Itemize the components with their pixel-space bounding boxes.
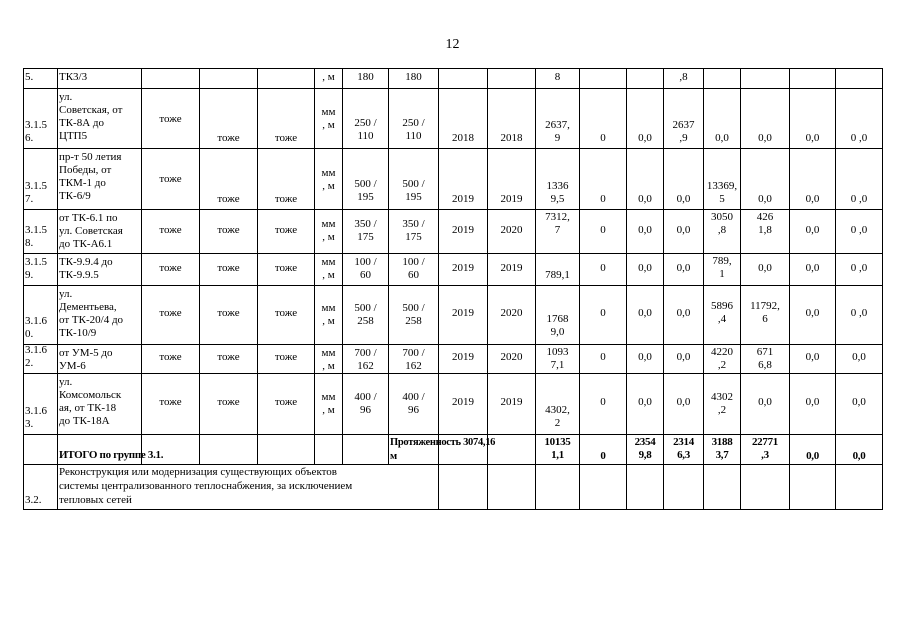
row-number: 0. bbox=[25, 328, 34, 340]
value-2021: 5 bbox=[719, 193, 725, 205]
diameter-before: 258 bbox=[357, 314, 374, 327]
value-2018: 0 bbox=[600, 193, 606, 205]
value-2024: 0 ,0 bbox=[850, 193, 868, 205]
total-cost: 9 bbox=[554, 132, 561, 144]
value-2022: 0,0 bbox=[758, 261, 772, 274]
diameter-before: 60 bbox=[360, 269, 371, 281]
end-year: 2019 bbox=[500, 193, 523, 205]
value-2022: 11792, bbox=[750, 300, 780, 312]
table-border bbox=[579, 464, 580, 510]
same-as-above: тоже bbox=[217, 261, 240, 274]
total-2021: 3,7 bbox=[715, 449, 729, 461]
diameter-after: 350 / bbox=[402, 218, 425, 230]
row-number: 3.1.6 bbox=[25, 405, 47, 417]
row-number: 3.1.5 bbox=[25, 180, 47, 192]
table-border bbox=[199, 68, 200, 465]
start-year: 2019 bbox=[452, 261, 474, 274]
value-2021: 789, bbox=[712, 255, 732, 267]
table-border bbox=[23, 88, 883, 89]
table-border bbox=[23, 464, 883, 465]
object-name: от УМ-5 до bbox=[59, 347, 113, 359]
table-border bbox=[789, 464, 790, 510]
value-2020: 2637 bbox=[672, 119, 695, 131]
object-name: ул. Советская bbox=[59, 225, 123, 237]
table-border bbox=[23, 68, 883, 69]
end-year: 2018 bbox=[500, 132, 523, 144]
unit: , м bbox=[322, 71, 335, 83]
total-2022: ,3 bbox=[761, 449, 769, 461]
row-number: 3.1.6 bbox=[25, 315, 47, 327]
diameter-after: 110 bbox=[405, 130, 422, 142]
value-2022: 0,0 bbox=[758, 132, 772, 144]
same-as-above: тоже bbox=[274, 132, 298, 144]
diameter-before: 195 bbox=[357, 191, 374, 203]
diameter-after: 250 / bbox=[402, 117, 425, 129]
section-title: системы централизованного теплоснабжения, за исключением bbox=[59, 480, 353, 492]
diameter-before: 250 / bbox=[354, 117, 377, 129]
value-2021: ,4 bbox=[717, 313, 727, 325]
total-cost: 10135 bbox=[544, 436, 571, 448]
table-border bbox=[882, 464, 883, 510]
diameter-after: 400 / bbox=[402, 390, 425, 403]
total-cost: 7 bbox=[554, 224, 561, 236]
row-number: 7. bbox=[25, 193, 34, 205]
value-2018: 0 bbox=[600, 396, 606, 408]
start-year: 2019 bbox=[452, 307, 474, 319]
object-name: ТК-6/9 bbox=[59, 190, 91, 202]
unit: , м bbox=[322, 119, 335, 131]
table-border bbox=[23, 373, 883, 374]
diameter-before: 500 / bbox=[354, 301, 377, 314]
end-year: 2019 bbox=[500, 261, 523, 274]
start-year: 2018 bbox=[452, 132, 474, 144]
table-border bbox=[23, 148, 883, 149]
diameter-before: 180 bbox=[357, 71, 374, 83]
total-label: ИТОГО по группе 3.1. bbox=[59, 449, 164, 461]
diameter-before: 162 bbox=[357, 360, 374, 372]
unit: , м bbox=[322, 360, 335, 372]
diameter-before: 100 / bbox=[354, 256, 377, 268]
section-number: 3.2. bbox=[25, 494, 42, 506]
value-2023: 0,0 bbox=[805, 132, 820, 144]
value-2024: 0 ,0 bbox=[850, 223, 868, 236]
value-2024: 0,0 bbox=[852, 396, 866, 408]
total-cost: 9,5 bbox=[550, 193, 565, 205]
total-length: Протяженность 3074,16 bbox=[390, 437, 496, 448]
object-name: Советская, от bbox=[59, 104, 123, 116]
unit: мм bbox=[321, 218, 336, 230]
object-name: УМ-6 bbox=[59, 360, 86, 372]
diameter-before: 96 bbox=[360, 403, 371, 416]
same-as-above: тоже bbox=[217, 396, 240, 408]
total-cost: 4302, bbox=[545, 404, 570, 416]
object-name: до ТК-18А bbox=[59, 415, 110, 427]
unit: мм bbox=[321, 390, 336, 403]
diameter-before: 175 bbox=[357, 231, 374, 243]
total-2020: 2314 bbox=[673, 436, 694, 448]
value-2023: 0,0 bbox=[805, 396, 820, 408]
value-2019: 0,0 bbox=[638, 351, 652, 363]
value-2019: 0,0 bbox=[638, 223, 652, 236]
value-2021: ,8 bbox=[717, 224, 727, 236]
value-2021: ,2 bbox=[717, 404, 727, 416]
total-cost: 7,1 bbox=[550, 359, 565, 371]
table-border bbox=[487, 68, 488, 465]
row-number: 8. bbox=[25, 237, 34, 249]
total-2022: 22771 bbox=[751, 436, 778, 448]
table-border bbox=[535, 68, 536, 465]
value-2020: 0,0 bbox=[676, 223, 691, 236]
diameter-before: 500 / bbox=[354, 178, 377, 190]
same-as-above: тоже bbox=[159, 351, 182, 363]
table-border bbox=[23, 464, 24, 510]
same-as-above: тоже bbox=[274, 193, 298, 205]
end-year: 2019 bbox=[500, 396, 523, 408]
value-2022: 0,0 bbox=[758, 396, 772, 408]
same-as-above: тоже bbox=[159, 396, 182, 408]
total-2023: 0,0 bbox=[806, 450, 819, 462]
table-border bbox=[835, 464, 836, 510]
table-border bbox=[23, 509, 883, 510]
value-2019: 0,0 bbox=[638, 261, 652, 274]
table-border bbox=[342, 68, 343, 465]
object-name: ЦТП5 bbox=[59, 130, 88, 142]
same-as-above: тоже bbox=[274, 307, 298, 319]
total-2019: 2354 bbox=[634, 436, 656, 448]
table-border bbox=[57, 464, 58, 510]
value-2022: 6 bbox=[762, 313, 768, 325]
total-2020: 6,3 bbox=[677, 449, 690, 461]
total-cost: 1093 bbox=[546, 346, 569, 358]
table-border bbox=[23, 68, 24, 465]
value-2018: 0 bbox=[600, 261, 606, 274]
diameter-after: 258 bbox=[405, 314, 422, 327]
value-2020: 0,0 bbox=[676, 261, 691, 274]
total-cost: 2637, bbox=[545, 119, 570, 131]
diameter-after: 700 / bbox=[402, 347, 425, 359]
table-border bbox=[23, 285, 883, 286]
unit: мм bbox=[321, 106, 336, 118]
section-title: Реконструкция или модернизация существующих объектов bbox=[59, 466, 337, 478]
row-number: 2. bbox=[25, 357, 34, 369]
end-year: 2020 bbox=[500, 307, 523, 319]
value-2023: 0,0 bbox=[805, 193, 820, 205]
object-name: ая, от ТК-18 bbox=[59, 402, 117, 414]
start-year: 2019 bbox=[452, 351, 474, 363]
table-border bbox=[23, 344, 883, 345]
diameter-after: 100 / bbox=[402, 256, 425, 268]
same-as-above: тоже bbox=[274, 351, 298, 363]
table-border bbox=[257, 68, 258, 465]
value-2020: ,8 bbox=[679, 71, 688, 83]
total-cost: 8 bbox=[554, 71, 561, 83]
same-as-above: тоже bbox=[274, 396, 298, 408]
table-border bbox=[23, 434, 883, 435]
value-2024: 0 ,0 bbox=[850, 261, 868, 274]
same-as-above: тоже bbox=[217, 132, 240, 144]
total-2018: 0 bbox=[600, 450, 606, 462]
value-2020: 0,0 bbox=[676, 351, 691, 363]
total-cost: 1768 bbox=[546, 313, 569, 325]
total-cost: 789,1 bbox=[545, 269, 570, 281]
unit: мм bbox=[321, 301, 336, 314]
object-name: ТК-9.9.4 до bbox=[59, 256, 113, 268]
object-name: Дементьева, bbox=[59, 301, 117, 313]
object-name: ТКМ-1 до bbox=[59, 177, 106, 189]
value-2024: 0,0 bbox=[852, 351, 866, 363]
end-year: 2020 bbox=[500, 223, 523, 236]
object-name: ТК-8А до bbox=[59, 117, 105, 129]
value-2021: 1 bbox=[719, 268, 725, 280]
value-2020: ,9 bbox=[679, 132, 688, 144]
total-cost: 1336 bbox=[546, 180, 569, 192]
same-as-above: тоже bbox=[217, 307, 240, 319]
value-2019: 0,0 bbox=[638, 132, 652, 144]
table-border bbox=[141, 68, 142, 465]
value-2023: 0,0 bbox=[805, 261, 820, 274]
value-2023: 0,0 bbox=[805, 223, 820, 236]
total-2019: 9,8 bbox=[638, 449, 652, 461]
table-border bbox=[23, 253, 883, 254]
total-cost: 2 bbox=[554, 417, 561, 429]
row-number: 3.1.5 bbox=[25, 224, 47, 236]
unit: , м bbox=[322, 231, 335, 243]
object-name: ул. bbox=[59, 288, 73, 300]
unit: , м bbox=[322, 403, 335, 416]
row-number: 9. bbox=[25, 269, 34, 281]
same-as-above: тоже bbox=[217, 351, 240, 363]
table-border bbox=[663, 68, 664, 465]
table-border bbox=[703, 464, 704, 510]
unit: мм bbox=[321, 256, 336, 268]
row-number: 6. bbox=[25, 132, 34, 144]
value-2022: 6,8 bbox=[758, 359, 772, 371]
value-2021: 13369, bbox=[706, 180, 738, 192]
same-as-above: тоже bbox=[217, 223, 240, 236]
value-2018: 0 bbox=[600, 307, 606, 319]
total-cost: 1,1 bbox=[551, 449, 564, 461]
table-border bbox=[703, 68, 704, 465]
object-name: пр-т 50 летия bbox=[59, 151, 122, 163]
page-number: 12 bbox=[445, 37, 460, 52]
value-2022: 0,0 bbox=[758, 193, 772, 205]
object-name: ТК-10/9 bbox=[59, 327, 97, 339]
value-2022: 1,8 bbox=[758, 224, 772, 236]
diameter-before: 350 / bbox=[354, 218, 377, 230]
unit: мм bbox=[321, 347, 336, 359]
value-2020: 0,0 bbox=[676, 396, 691, 408]
total-cost: 9,0 bbox=[550, 326, 565, 338]
same-as-above: тоже bbox=[159, 223, 182, 236]
value-2021: 4302 bbox=[711, 391, 733, 403]
table-border bbox=[835, 68, 836, 465]
diameter-after: 96 bbox=[408, 403, 419, 416]
table-border bbox=[789, 68, 790, 465]
table-border bbox=[626, 464, 627, 510]
table-border bbox=[314, 68, 315, 465]
value-2021: ,2 bbox=[717, 359, 727, 371]
value-2020: 0,0 bbox=[676, 307, 691, 319]
diameter-after: 195 bbox=[405, 191, 422, 203]
value-2023: 0,0 bbox=[805, 307, 820, 319]
table-border bbox=[740, 68, 741, 465]
start-year: 2019 bbox=[452, 193, 474, 205]
table-border bbox=[487, 464, 488, 510]
diameter-before: 400 / bbox=[354, 390, 377, 403]
diameter-after: 500 / bbox=[402, 301, 425, 314]
same-as-above: тоже bbox=[217, 193, 240, 205]
row-number: 5. bbox=[25, 71, 34, 83]
value-2022: 426 bbox=[756, 211, 774, 223]
table-border bbox=[438, 68, 439, 465]
same-as-above: тоже bbox=[274, 223, 298, 236]
start-year: 2019 bbox=[452, 396, 474, 408]
end-year: 2020 bbox=[500, 351, 523, 363]
value-2018: 0 bbox=[600, 351, 606, 363]
row-number: 3. bbox=[25, 418, 34, 430]
value-2018: 0 bbox=[600, 132, 606, 144]
table-border bbox=[23, 209, 883, 210]
total-cost: 7312, bbox=[545, 211, 570, 223]
same-as-above: тоже bbox=[274, 261, 298, 274]
object-name: ТК3/3 bbox=[59, 71, 88, 83]
value-2019: 0,0 bbox=[638, 307, 652, 319]
diameter-before: 110 bbox=[357, 130, 374, 142]
value-2024: 0 ,0 bbox=[850, 132, 868, 144]
table-border bbox=[438, 464, 439, 510]
object-name: до ТК-А6.1 bbox=[59, 238, 113, 250]
object-name: Победы, от bbox=[59, 164, 112, 176]
table-border bbox=[663, 464, 664, 510]
start-year: 2019 bbox=[452, 223, 474, 236]
value-2019: 0,0 bbox=[638, 396, 652, 408]
diameter-after: 60 bbox=[408, 269, 419, 281]
value-2021: 5896 bbox=[711, 300, 733, 312]
value-2022: 671 bbox=[756, 346, 774, 358]
object-name: ул. bbox=[59, 376, 73, 388]
value-2018: 0 bbox=[600, 223, 606, 236]
section-title: тепловых сетей bbox=[59, 494, 132, 506]
table-border bbox=[579, 68, 580, 465]
total-2021: 3188 bbox=[711, 436, 733, 448]
object-name: от ТК-20/4 до bbox=[59, 314, 124, 326]
row-number: 3.1.5 bbox=[25, 256, 47, 268]
value-2021: 3050 bbox=[711, 211, 733, 223]
value-2023: 0,0 bbox=[805, 351, 820, 363]
table-border bbox=[740, 464, 741, 510]
same-as-above: тоже bbox=[159, 307, 182, 319]
object-name: ул. bbox=[59, 91, 73, 103]
value-2021: 0,0 bbox=[715, 132, 729, 144]
unit: мм bbox=[321, 167, 336, 179]
diameter-after: 175 bbox=[405, 231, 422, 243]
value-2024: 0 ,0 bbox=[850, 307, 868, 319]
object-name: ТК-9.9.5 bbox=[59, 269, 99, 281]
table-border bbox=[626, 68, 627, 465]
object-name: от ТК-6.1 по bbox=[59, 212, 118, 224]
diameter-after: 180 bbox=[405, 71, 422, 83]
diameter-after: 162 bbox=[405, 360, 422, 372]
unit: , м bbox=[322, 180, 335, 192]
total-2024: 0,0 bbox=[852, 450, 866, 462]
value-2019: 0,0 bbox=[638, 193, 652, 205]
diameter-after: 500 / bbox=[402, 178, 425, 190]
unit: , м bbox=[322, 269, 335, 281]
unit: , м bbox=[322, 314, 335, 327]
value-2021: 4220 bbox=[711, 346, 733, 358]
table-border bbox=[57, 68, 58, 465]
row-number: 3.1.5 bbox=[25, 119, 47, 131]
same-as-above: тоже bbox=[159, 173, 182, 185]
row-number: 3.1.6 bbox=[25, 344, 47, 356]
same-as-above: тоже bbox=[159, 261, 182, 274]
same-as-above: тоже bbox=[159, 113, 182, 125]
total-length-unit: м bbox=[390, 451, 397, 462]
table-border bbox=[535, 464, 536, 510]
object-name: Комсомольск bbox=[59, 389, 122, 401]
diameter-before: 700 / bbox=[354, 347, 377, 359]
table-border bbox=[388, 68, 389, 465]
value-2020: 0,0 bbox=[676, 193, 691, 205]
table-border bbox=[882, 68, 883, 465]
